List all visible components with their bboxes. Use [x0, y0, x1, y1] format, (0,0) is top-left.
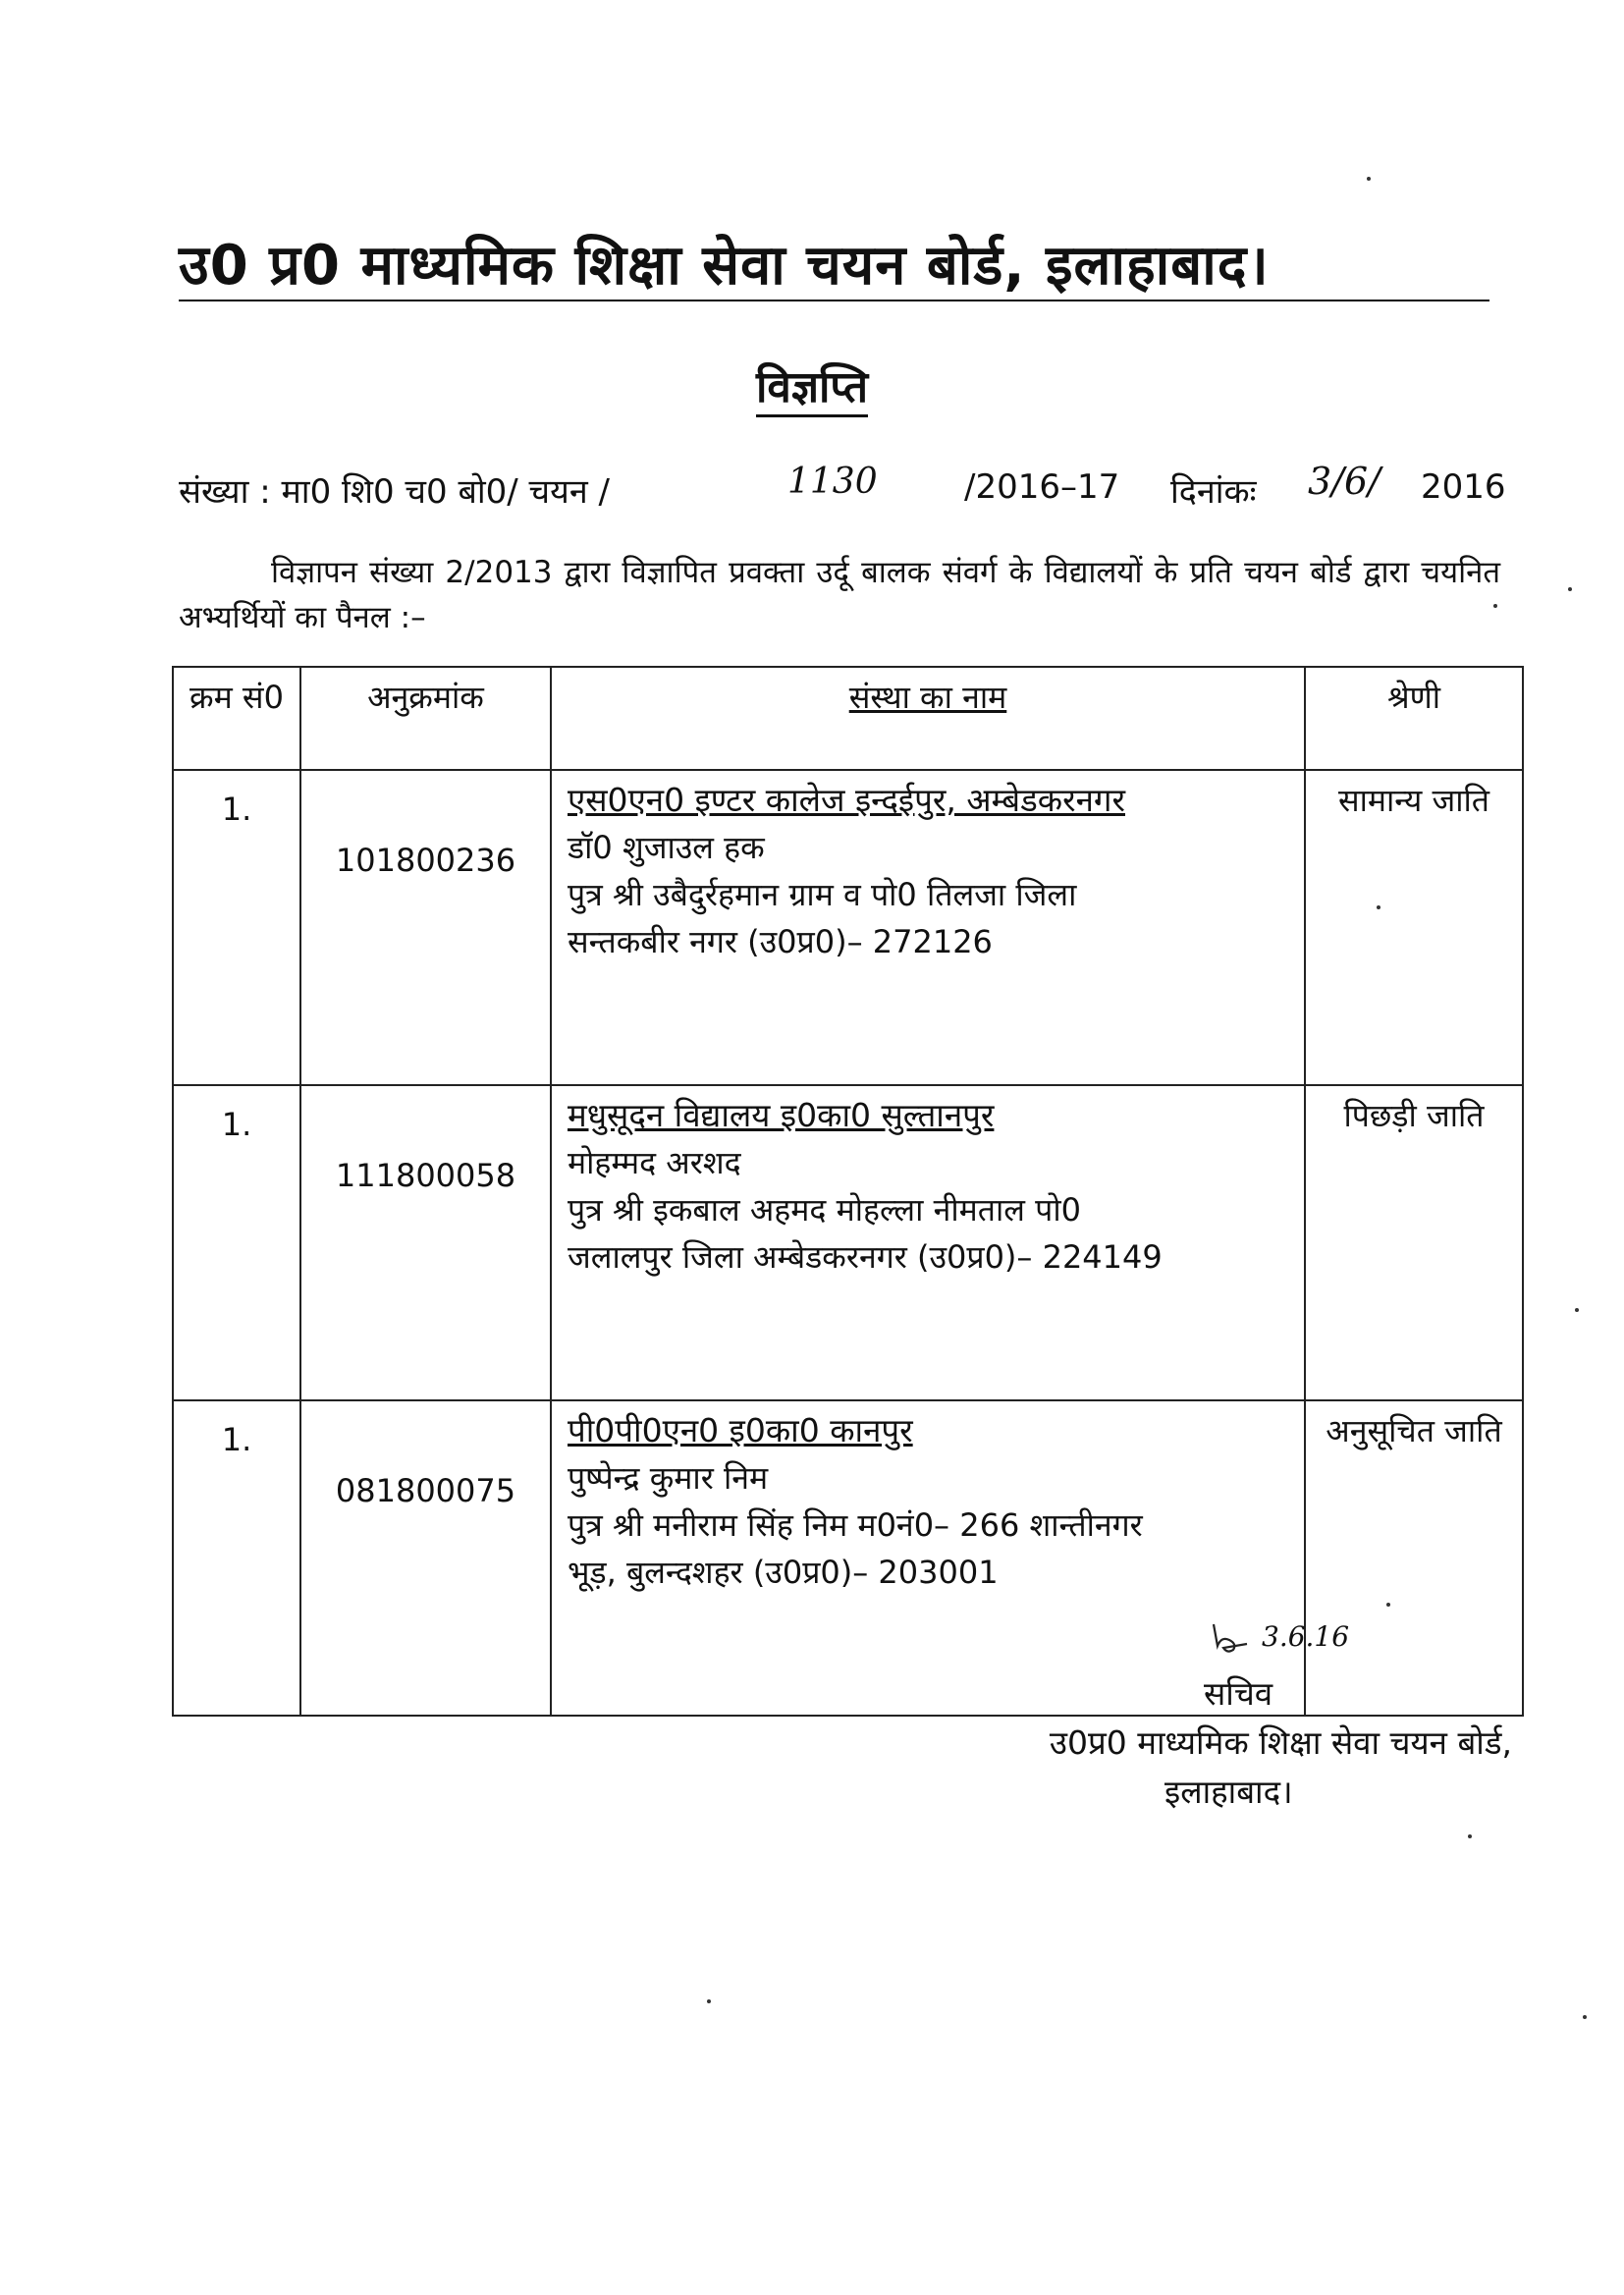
institution-name: एस0एन0 इण्टर कालेज इन्दईपुर, अम्बेडकरनगर — [568, 781, 1125, 819]
candidate-name: डॉ0 शुजाउल हक — [568, 829, 765, 866]
selection-panel-table — [172, 666, 1524, 1717]
row-institution-cell — [551, 1085, 1305, 1400]
scan-speck — [1468, 1834, 1472, 1838]
row-serial: 1. — [173, 1085, 300, 1400]
row-roll-number: 111800058 — [300, 1085, 551, 1400]
candidate-name: मोहम्मद अरशद — [568, 1144, 741, 1181]
reference-year: /2016–17 — [964, 467, 1120, 507]
signatory-block — [962, 1669, 1512, 1817]
candidate-address-1: पुत्र श्री इकबाल अहमद मोहल्ला नीमताल पो0 — [568, 1191, 1081, 1229]
candidate-name: पुष्पेन्द्र कुमार निम — [568, 1459, 769, 1497]
header-serial: क्रम सं0 — [173, 667, 300, 770]
reference-prefix: संख्या : मा0 शि0 च0 बो0/ चयन / — [179, 472, 610, 512]
table-row — [173, 1085, 1523, 1400]
row-institution-cell — [551, 1400, 1305, 1716]
scan-speck — [1377, 905, 1380, 909]
notice-heading: विज्ञप्ति — [756, 362, 868, 417]
row-serial: 1. — [173, 1400, 300, 1716]
notice-heading-wrap — [0, 355, 1624, 414]
row-category: अनुसूचित जाति — [1305, 1400, 1523, 1716]
reference-number: 1130 — [787, 462, 878, 502]
row-category: सामान्य जाति — [1305, 770, 1523, 1085]
board-title: उ0 प्र0 माध्यमिक शिक्षा सेवा चयन बोर्ड, इलाहाबाद। — [179, 234, 1270, 298]
candidate-address-1: पुत्र श्री मनीराम सिंह निम म0नं0– 266 शान्तीनगर — [568, 1506, 1143, 1544]
row-roll-number: 101800236 — [300, 770, 551, 1085]
candidate-address-2: भूड़, बुलन्दशहर (उ0प्र0)– 203001 — [568, 1554, 999, 1591]
candidate-address-2: जलालपुर जिला अम्बेडकरनगर (उ0प्र0)– 224149 — [568, 1238, 1163, 1276]
handwritten-signature — [1208, 1620, 1394, 1664]
signature-date: 3.6.16 — [1262, 1620, 1350, 1653]
reference-line — [179, 462, 1514, 520]
signatory-organization: उ0प्र0 माध्यमिक शिक्षा सेवा चयन बोर्ड, — [1049, 1723, 1512, 1762]
signatory-city: इलाहाबाद। — [1164, 1773, 1293, 1811]
scan-speck — [1493, 604, 1497, 608]
scan-speck — [707, 1999, 711, 2003]
row-institution-cell — [551, 770, 1305, 1085]
candidate-address-2: सन्तकबीर नगर (उ0प्र0)– 272126 — [568, 923, 993, 960]
table-row — [173, 770, 1523, 1085]
table-row — [173, 1400, 1523, 1716]
row-roll-number: 081800075 — [300, 1400, 551, 1716]
signature-scribble-icon — [1208, 1620, 1267, 1664]
scan-speck — [1583, 2015, 1587, 2019]
intro-paragraph: विज्ञापन संख्या 2/2013 द्वारा विज्ञापित प्रवक्ता उर्दू बालक संवर्ग के विद्यालयों के प्रति चयन बोर्ड द्वारा चयनित अभ्यर्थियों का पैनल :– — [179, 555, 1500, 635]
row-category: पिछड़ी जाति — [1305, 1085, 1523, 1400]
institution-name: पी0पी0एन0 इ0का0 कानपुर — [568, 1411, 913, 1449]
row-serial: 1. — [173, 770, 300, 1085]
header-category: श्रेणी — [1305, 667, 1523, 770]
table-header-row — [173, 667, 1523, 770]
title-underline — [179, 300, 1489, 301]
candidate-address-1: पुत्र श्री उबैदुर्रहमान ग्राम व पो0 तिलजा जिला — [568, 876, 1077, 913]
scan-speck — [1367, 177, 1371, 181]
signatory-designation: सचिव — [1204, 1674, 1273, 1713]
date-year: 2016 — [1421, 467, 1506, 507]
header-roll: अनुक्रमांक — [300, 667, 551, 770]
header-institution-label: संस्था का नाम — [848, 679, 1007, 716]
institution-name: मधुसूदन विद्यालय इ0का0 सुल्तानपुर — [568, 1096, 995, 1134]
scan-speck — [1568, 587, 1572, 591]
date-label: दिनांकः — [1170, 472, 1257, 512]
date-handwritten: 3/6/ — [1308, 460, 1380, 503]
scan-speck — [1386, 1603, 1390, 1607]
header-institution — [551, 667, 1305, 770]
scan-speck — [1575, 1308, 1579, 1312]
